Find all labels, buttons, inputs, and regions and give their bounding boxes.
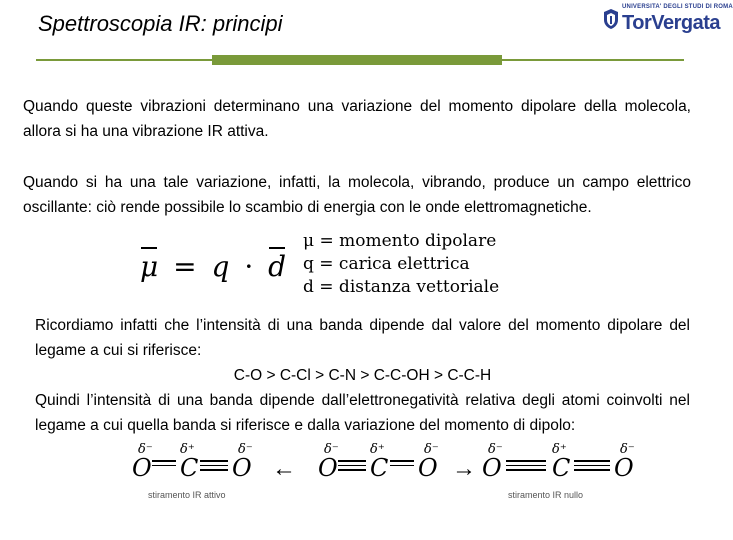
caption-ir-nullo: stiramento IR nullo — [508, 490, 584, 500]
molecule-middle — [314, 442, 444, 482]
paragraph-campo-elettrico: Quando si ha una tale variazione, infatti, la molecola, vibrando, produce un campo elettrico oscillante: ciò rende possibile lo scambio di energia con le onde elettromagnetiche. — [23, 174, 691, 216]
charge-label: δ⁻ — [138, 442, 153, 457]
double-bond — [338, 460, 366, 472]
molecule-right — [478, 442, 638, 482]
arrow-left-icon: ← — [272, 455, 296, 482]
formula-mu: μ — [140, 250, 159, 283]
paragraph-intensita-banda: Ricordiamo infatti che l’intensità di una banda dipende dal valore del momento dipolare del legame a cui si riferisce: — [35, 317, 690, 359]
atom-label: O — [418, 454, 438, 482]
legend-item: d = distanza vettoriale — [303, 277, 500, 297]
charge-label: δ⁻ — [424, 442, 439, 457]
charge-label: δ⁻ — [620, 442, 635, 457]
charge-label: δ⁻ — [238, 442, 253, 457]
atom-label: C — [370, 454, 389, 482]
atom-label: C — [552, 454, 571, 482]
legend-item: q = carica elettrica — [303, 254, 470, 274]
formula-dot: · — [244, 250, 254, 283]
logo-name-text: TorVergata — [622, 12, 720, 34]
double-bond — [506, 460, 546, 472]
arrow-right-icon: → — [452, 455, 476, 482]
logo-university-text: UNIVERSITA' DEGLI STUDI DI ROMA — [622, 4, 733, 10]
paragraph-vibrazione-ir-attiva: Quando queste vibrazioni determinano una variazione del momento dipolare della molecola, allora si ha una vibrazione IR attiva. — [23, 98, 691, 140]
double-bond — [200, 460, 228, 472]
formula-d: d — [268, 250, 287, 283]
molecule-left — [128, 442, 258, 482]
atom-label: O — [482, 454, 502, 482]
caption-ir-attivo: stiramento IR attivo — [148, 490, 226, 500]
page-title: Spettroscopia IR: principi — [38, 11, 283, 36]
university-logo — [600, 2, 733, 44]
atom-label: O — [232, 454, 252, 482]
header-divider-accent — [212, 55, 502, 65]
university-emblem-icon — [602, 8, 620, 30]
double-bond — [152, 460, 176, 472]
formula-q: q — [211, 250, 230, 283]
charge-label: δ⁻ — [324, 442, 339, 457]
charge-label: δ⁺ — [180, 442, 195, 457]
charge-label: δ⁺ — [370, 442, 385, 457]
double-bond — [390, 460, 414, 472]
atom-label: O — [318, 454, 338, 482]
legend-item: μ = momento dipolare — [303, 231, 497, 251]
atom-label: C — [180, 454, 199, 482]
formula-equals: = — [173, 250, 197, 283]
double-bond — [574, 460, 610, 472]
paragraph-elettronegativita: Quindi l’intensità di una banda dipende dall’elettronegatività relativa degli atomi coinvolti nel legame a cui quella banda si riferisce e dalla variazione del momento di dipolo: — [35, 392, 690, 434]
atom-label: O — [132, 454, 152, 482]
charge-label: δ⁻ — [488, 442, 503, 457]
atom-label: O — [614, 454, 634, 482]
electronegativity-series: C-O > C-Cl > C-N > C-C-OH > C-C-H — [233, 367, 492, 384]
dipole-formula — [140, 250, 286, 283]
charge-label: δ⁺ — [552, 442, 567, 457]
formula-legend — [303, 230, 499, 299]
